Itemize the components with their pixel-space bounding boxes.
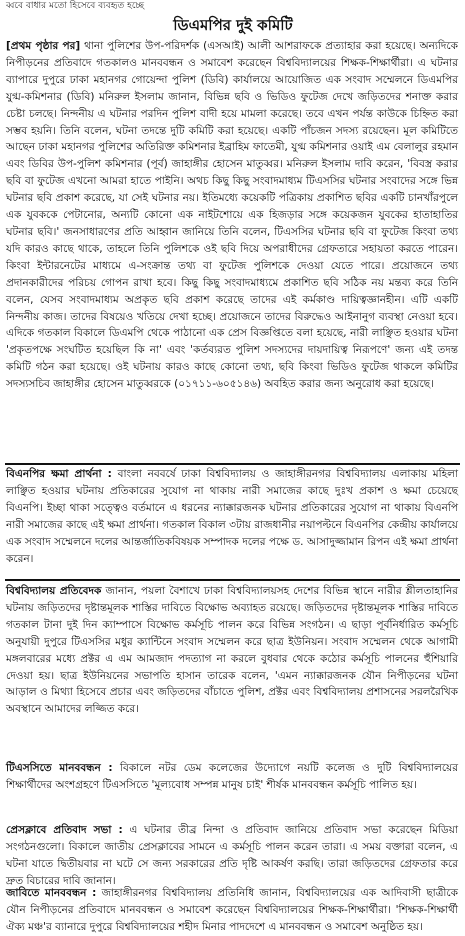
section-divider (5, 579, 460, 581)
section-lead: বিএনপির ক্ষমা প্রার্থনা : (6, 468, 112, 480)
section-body: বিকালে নটর ডেম কলেজের উদ্যোগে নয়টি কলেজ ও দুটি বিশ্ববিদ্যালয়ের শিক্ষার্থীদের অংশগ্রহণে টিএসসিতে 'মূল্যবোধ সম্পন্ন মানুষ চাই' শীর্ষক মানববন্ধন কর্মসূচি পালিত হয়। (6, 762, 459, 791)
section-divider (5, 463, 460, 465)
section-body: থানা পুলিশের উপ-পরিদর্শক (এসআই) আলী আশরাফকে প্রত্যাহার করা হয়েছে। অন্যদিকে নিপীড়নের প্রতিবাদে গতকালও মানববন্ধন ও সমাবেশ করেছেন বিশ্ববিদ্যালয়ের শিক্ষক-শিক্ষার্থীরা। এ ঘটনার ব্যাপারে দুপুরে ঢাকা মহানগর গোয়েন্দা পুলিশ (ডিবি) কার্যালয়ে আয়োজিত এক সংবাদ সম্মেলনে ডিএমপির যুগ্ম-কমিশনার (ডিবি) মনিরুল ইসলাম জানান, বিভিন্ন ছবি ও ভিডিও ফুটেজ দেখে জড়িতদের শনাক্ত করার চেষ্টা চলছে। নিন্দনীয় এ ঘটনার পরদিন পুলিশ বাদী হয়ে মামলা করেছে। তবে এখন পর্যন্ত কাউকে চিহ্নিত করা সম্ভব হয়নি। তিনি বলেন, ঘটনা তদন্তে দুটি কমিটি করা হয়েছে। একটি পাঁচজন সদস্য রয়েছেন। মূল কমিটিতে আছেন ঢাকা মহানগর পুলিশের অতিরিক্ত কমিশনার ইব্রাহিম ফাতেমী, যুগ্ম কমিশনার ওয়াই এম বেলালুর রহমান এবং ডিবির উপ-পুলিশ কমিশনার (পূর্ব) জাহাঙ্গীর হোসেন মাতুব্বর। মনিরুল ইসলাম দাবি করেন, 'বিবস্ত্র করার ছবি বা ফুটেজ এখনো আমরা হাতে পাইনি। অথচ কিছু কিছু সংবাদমাধ্যম টিএসসির ঘটনার সংবাদের সঙ্গে ভিন্ন ঘটনার ছবি প্রকাশ করেছে, যা সেই ঘটনার নয়। ইতিমধ্যে কয়েকটি পত্রিকায় প্রকাশিত ছবির একটি চানখাঁরপুলে এক যুবককে পেটানোর, অন্যটি কোনো এক নাইটশোয়ে এক হিজড়ার সঙ্গে কয়েকজন যুবকের হাতাহাতির ঘটনার ছবি।' জনসাধারণের প্রতি আহ্বান জানিয়ে তিনি বলেন, টিএসসির ঘটনার ছবি বা ফুটেজ কিংবা তথ্য যদি কারও কাছে থাকে, তাহলে তিনি পুলিশকে ওই ছবি দিয়ে অপরাধীদের গ্রেফতারে সহায়তা করতে পারেন। কিংবা ইন্টারনেটের মাধ্যমে এ-সংক্রান্ত তথ্য বা ফুটেজ পুলিশকে দেওয়া যেতে পারে। প্রয়োজনে তথ্য প্রদানকারীদের পরিচয় গোপন রাখা হবে। কিছু কিছু সংবাদমাধ্যমে প্রকাশিত ছবি সঠিক নয় মন্তব্য করে তিনি বলেন, যেসব সংবাদমাধ্যম অপ্রকৃত ছবি প্রকাশ করেছে তাদের এই কর্মকাণ্ড দায়িত্বজ্ঞানহীন। এটি একটি নিন্দনীয় কাজ। তাদের বিষয়েও খতিয়ে দেখা হচ্ছে। প্রয়োজনে তাদের বিরুদ্ধেও আইনানুগ ব্যবস্থা নেওয়া হবে। এদিকে গতকাল বিকালে ডিএমপি থেকে পাঠানো এক প্রেস বিজ্ঞপ্তিতে বলা হয়েছে, নারী লাঞ্ছিত হওয়ার ঘটনা 'প্রকৃতপক্ষে সংঘটিত হয়েছিল কি না' এবং 'কর্তব্যরত পুলিশ সদস্যদের দায়দায়িত্ব নিরূপণে' জন্য এই তদন্ত কমিটি গঠন করা হয়েছে। ওই ঘটনায় কারও কাছে কোনো তথ্য, ছবি কিংবা ভিডিও ফুটেজ থাকলে কমিটির সদস্যসচিব জাহাঙ্গীর হোসেন মাতুব্বরকে (০১৭১১-৬০৫১৪৬) অবহিত করার জন্য অনুরোধ করা হয়েছে। (6, 40, 458, 391)
section-lead: টিএসসিতে মানববন্ধন : (6, 762, 113, 774)
section-body: জাহাঙ্গীরনগর বিশ্ববিদ্যালয় প্রতিনিধি জানান, বিশ্ববিদ্যালয়ের এক আদিবাসী ছাত্রীকে যৌন নিপীড়নের প্রতিবাদে মানববন্ধন ও সমাবেশ করেছেন বিশ্ববিদ্যালয়ের শিক্ষক-শিক্ষার্থীরা। 'শিক্ষক-শিক্ষার্থী ঐক্য মঞ্চ'র ব্যানারে দুপুরে বিশ্ববিদ্যালয়ের শহীদ মিনার পাদদেশে এ মানববন্ধন ও সমাবেশ অনুষ্ঠিত হয়। (6, 887, 458, 933)
section-lead: প্রেসক্লাবে প্রতিবাদ সভা : (6, 824, 123, 836)
top-partial-text: ব্ববে বাধার মতো হিসেবে ব্যবহৃত হচ্ছে (6, 1, 144, 11)
article-title: ডিএমপির দুই কমিটি (173, 16, 293, 34)
section-body: এ ঘটনার তীব্র নিন্দা ও প্রতিবাদ জানিয়ে প্রতিবাদ সভা করেছেন মিডিয়া সংগঠনগুলো। বিকালে জাতীয় প্রেসক্লাবের সামনে এ কর্মসূচি পালন করেন তারা। এ সময় বক্তারা বলেন, এ ঘটনা যাতে দ্বিতীয়বার না ঘটে সে জন্য সরকারের প্রতি দৃষ্টি আকর্ষণ করছি। তারা জড়িতদের গ্রেফতার করে দ্রুত বিচারের দাবি জানান। (6, 824, 458, 887)
article-section-ju-human-chain (6, 885, 458, 936)
section-body: বাংলা নববর্ষে ঢাকা বিশ্ববিদ্যালয় ও জাহাঙ্গীরনগর বিশ্ববিদ্যালয় এলাকায় মহিলা লাঞ্ছিত হওয়ার ঘটনায় প্রতিকারের সুযোগ না থাকায় নারী সমাজের কাছে দুঃখ প্রকাশ ও ক্ষমা চেয়েছে বিএনপি। ইচ্ছা থাকা সত্ত্বেও বর্তমানে এ ধরনের ন্যাক্কারজনক ঘটনার প্রতিকারের সুযোগ না থাকায় বিএনপি নারী সমাজের কাছে এই ক্ষমা প্রার্থনা। গতকাল বিকাল ৩টায় রাজধানীর নয়াপল্টনে বিএনপির কেন্দ্রীয় কার্যালয়ে এক সংবাদ সম্মেলনে দলের আন্তর্জাতিকবিষয়ক সম্পাদক দলের পক্ষে ড. আসাদুজ্জামান রিপন এই ক্ষমা প্রার্থনা করেন। (6, 468, 458, 565)
section-body: জানান, পয়লা বৈশাখে ঢাকা বিশ্ববিদ্যালয়সহ দেশের বিভিন্ন স্থানে নারীর শ্লীলতাহানির ঘটনায় জড়িতদের দৃষ্টান্তমূলক শাস্তির দাবিতে বিক্ষোভ অব্যাহত রয়েছে। জড়িতদের দৃষ্টান্তমূলক শাস্তির দাবিতে গতকাল টানা দুই দিন ক্যাম্পাসে বিক্ষোভ কর্মসূচি পালন করে বিভিন্ন সংগঠন। এ ছাড়া পূর্বনির্ধারিত কর্মসূচি অনুযায়ী দুপুরে টিএসসির মধুর ক্যান্টিনে সংবাদ সম্মেলন করে ছাত্র ইউনিয়ন। সংবাদ সম্মেলন থেকে আগামী মঙ্গলবারের মধ্যে প্রক্টর এ এম আমজাদ পদত্যাগ না করলে বুধবার থেকে কঠোর কর্মসূচি পালনের হুঁশিয়ারি দেওয়া হয়। ছাত্র ইউনিয়নের সভাপতি হাসান তারেক বলেন, 'এমন ন্যাক্কারজনক যৌন নিপীড়নের ঘটনা আড়াল ও মিথ্যা হিসেবে প্রচার এবং জড়িতদের বাঁচাতে পুলিশ, প্রক্টর এবং বিশ্ববিদ্যালয় প্রশাসনের সরলরৈখিক অবস্থানে আমাদের লজ্জিত করে। (6, 585, 458, 716)
section-lead: [প্রথম পৃষ্ঠার পর] (6, 40, 81, 52)
article-section-university-report (6, 583, 458, 753)
article-section-continuation (6, 38, 458, 462)
article-section-tsc-human-chain (6, 760, 458, 818)
article-section-press-club-protest (6, 822, 458, 887)
article-section-bnp-apology (6, 466, 458, 576)
section-lead: বিশ্ববিদ্যালয় প্রতিবেদক (6, 585, 102, 597)
section-lead: জাবিতে মানববন্ধন : (6, 887, 97, 899)
